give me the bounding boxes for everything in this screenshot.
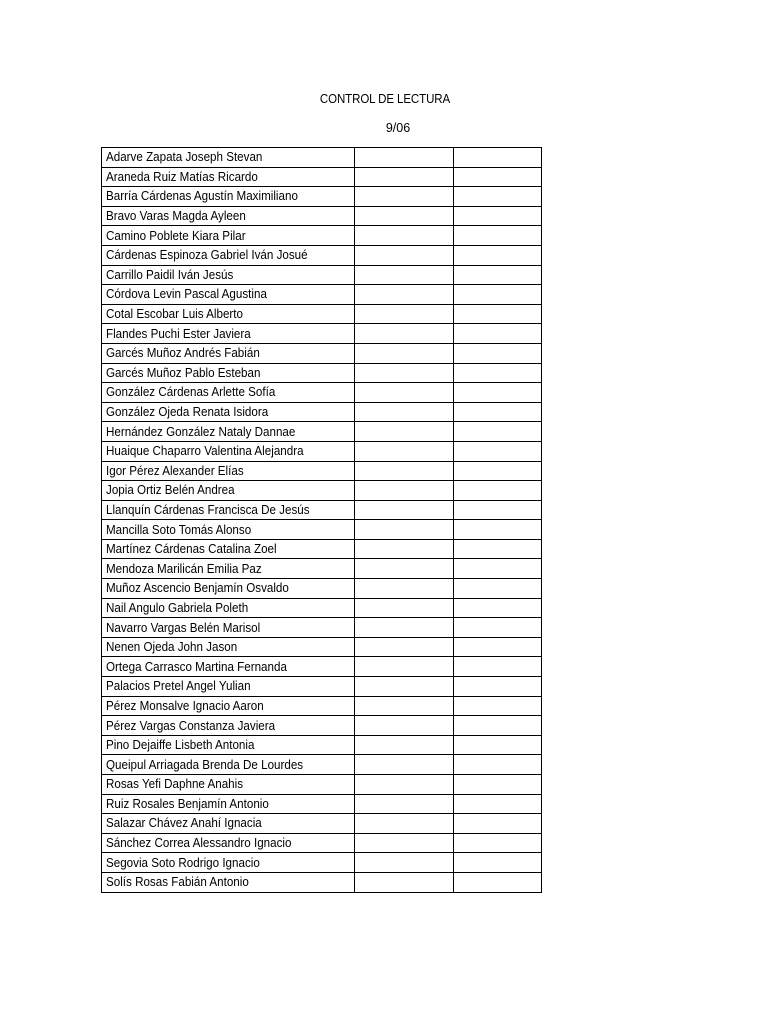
mark-cell-1 bbox=[355, 304, 454, 324]
mark-cell-2 bbox=[454, 226, 542, 246]
student-name: Igor Pérez Alexander Elías bbox=[106, 463, 244, 478]
student-name: Garcés Muñoz Andrés Fabián bbox=[106, 346, 260, 361]
mark-cell-1 bbox=[355, 539, 454, 559]
roster-body bbox=[102, 148, 542, 893]
student-name: Navarro Vargas Belén Marisol bbox=[106, 620, 261, 635]
mark-cell-2 bbox=[454, 285, 542, 305]
table-row bbox=[102, 402, 542, 422]
mark-cell-1 bbox=[355, 716, 454, 736]
mark-cell-2 bbox=[454, 559, 542, 579]
student-name-cell bbox=[102, 324, 355, 344]
student-name-cell bbox=[102, 696, 355, 716]
student-name-cell bbox=[102, 167, 355, 187]
mark-cell-2 bbox=[454, 167, 542, 187]
student-name-cell bbox=[102, 500, 355, 520]
mark-cell-1 bbox=[355, 363, 454, 383]
student-name: Barría Cárdenas Agustín Maximiliano bbox=[106, 189, 298, 204]
student-name: Martínez Cárdenas Catalina Zoel bbox=[106, 542, 277, 557]
mark-cell-1 bbox=[355, 775, 454, 795]
mark-cell-2 bbox=[454, 833, 542, 853]
mark-cell-2 bbox=[454, 481, 542, 501]
mark-cell-2 bbox=[454, 402, 542, 422]
mark-cell-1 bbox=[355, 226, 454, 246]
student-name-cell bbox=[102, 422, 355, 442]
student-name: Adarve Zapata Joseph Stevan bbox=[106, 150, 263, 165]
student-name-cell bbox=[102, 677, 355, 697]
table-row bbox=[102, 285, 542, 305]
student-name: Cotal Escobar Luis Alberto bbox=[106, 307, 244, 322]
mark-cell-2 bbox=[454, 696, 542, 716]
table-row bbox=[102, 461, 542, 481]
student-name: Pérez Vargas Constanza Javiera bbox=[106, 718, 276, 733]
table-row bbox=[102, 304, 542, 324]
mark-cell-2 bbox=[454, 304, 542, 324]
mark-cell-1 bbox=[355, 402, 454, 422]
student-name: Cárdenas Espinoza Gabriel Iván Josué bbox=[106, 248, 308, 263]
student-name-cell bbox=[102, 226, 355, 246]
student-name-cell bbox=[102, 872, 355, 892]
mark-cell-2 bbox=[454, 461, 542, 481]
student-name-cell bbox=[102, 206, 355, 226]
student-name: Salazar Chávez Anahí Ignacia bbox=[106, 816, 262, 831]
student-name-cell bbox=[102, 598, 355, 618]
student-name: Camino Poblete Kiara Pilar bbox=[106, 228, 246, 243]
student-name: Bravo Varas Magda Ayleen bbox=[106, 209, 246, 224]
mark-cell-2 bbox=[454, 539, 542, 559]
mark-cell-2 bbox=[454, 637, 542, 657]
mark-cell-2 bbox=[454, 657, 542, 677]
mark-cell-1 bbox=[355, 618, 454, 638]
student-name-cell bbox=[102, 187, 355, 207]
mark-cell-1 bbox=[355, 167, 454, 187]
page-title: CONTROL DE LECTURA bbox=[319, 92, 451, 106]
student-name: Sánchez Correa Alessandro Ignacio bbox=[106, 836, 292, 851]
mark-cell-2 bbox=[454, 245, 542, 265]
mark-cell-2 bbox=[454, 618, 542, 638]
student-name-cell bbox=[102, 794, 355, 814]
student-name-cell bbox=[102, 775, 355, 795]
mark-cell-1 bbox=[355, 559, 454, 579]
student-name: Carrillo Paidil Iván Jesús bbox=[106, 267, 234, 282]
table-row bbox=[102, 343, 542, 363]
document-date: 9/06 bbox=[385, 121, 411, 135]
mark-cell-1 bbox=[355, 814, 454, 834]
mark-cell-1 bbox=[355, 481, 454, 501]
mark-cell-1 bbox=[355, 383, 454, 403]
mark-cell-1 bbox=[355, 245, 454, 265]
table-row bbox=[102, 735, 542, 755]
student-name: Ruiz Rosales Benjamín Antonio bbox=[106, 796, 269, 811]
table-row bbox=[102, 167, 542, 187]
table-row bbox=[102, 148, 542, 168]
table-row bbox=[102, 657, 542, 677]
table-row bbox=[102, 481, 542, 501]
mark-cell-1 bbox=[355, 735, 454, 755]
student-name-cell bbox=[102, 520, 355, 540]
mark-cell-1 bbox=[355, 755, 454, 775]
mark-cell-1 bbox=[355, 520, 454, 540]
student-name-cell bbox=[102, 755, 355, 775]
mark-cell-1 bbox=[355, 853, 454, 873]
table-row bbox=[102, 441, 542, 461]
mark-cell-1 bbox=[355, 324, 454, 344]
mark-cell-2 bbox=[454, 794, 542, 814]
table-row bbox=[102, 775, 542, 795]
table-row bbox=[102, 794, 542, 814]
student-name: Muñoz Ascencio Benjamín Osvaldo bbox=[106, 581, 289, 596]
mark-cell-1 bbox=[355, 579, 454, 599]
table-row bbox=[102, 872, 542, 892]
mark-cell-1 bbox=[355, 206, 454, 226]
mark-cell-2 bbox=[454, 363, 542, 383]
mark-cell-1 bbox=[355, 422, 454, 442]
mark-cell-2 bbox=[454, 872, 542, 892]
table-row bbox=[102, 814, 542, 834]
mark-cell-1 bbox=[355, 148, 454, 168]
mark-cell-1 bbox=[355, 677, 454, 697]
mark-cell-1 bbox=[355, 285, 454, 305]
student-name-cell bbox=[102, 637, 355, 657]
mark-cell-1 bbox=[355, 500, 454, 520]
table-row bbox=[102, 833, 542, 853]
mark-cell-2 bbox=[454, 520, 542, 540]
student-name-cell bbox=[102, 383, 355, 403]
table-row bbox=[102, 618, 542, 638]
student-name: Mancilla Soto Tomás Alonso bbox=[106, 522, 252, 537]
mark-cell-2 bbox=[454, 500, 542, 520]
student-name-cell bbox=[102, 579, 355, 599]
table-row bbox=[102, 716, 542, 736]
mark-cell-1 bbox=[355, 343, 454, 363]
table-row bbox=[102, 755, 542, 775]
table-row bbox=[102, 500, 542, 520]
student-name-cell bbox=[102, 657, 355, 677]
table-row bbox=[102, 226, 542, 246]
student-name: Huaique Chaparro Valentina Alejandra bbox=[106, 444, 304, 459]
mark-cell-1 bbox=[355, 872, 454, 892]
student-name-cell bbox=[102, 814, 355, 834]
student-name: Queipul Arriagada Brenda De Lourdes bbox=[106, 757, 304, 772]
mark-cell-2 bbox=[454, 187, 542, 207]
mark-cell-2 bbox=[454, 324, 542, 344]
student-name-cell bbox=[102, 461, 355, 481]
mark-cell-1 bbox=[355, 265, 454, 285]
table-row bbox=[102, 598, 542, 618]
student-name: Araneda Ruiz Matías Ricardo bbox=[106, 169, 258, 184]
student-name-cell bbox=[102, 539, 355, 559]
mark-cell-1 bbox=[355, 187, 454, 207]
student-name: Córdova Levin Pascal Agustina bbox=[106, 287, 267, 302]
mark-cell-2 bbox=[454, 206, 542, 226]
table-row bbox=[102, 520, 542, 540]
student-name-cell bbox=[102, 853, 355, 873]
mark-cell-2 bbox=[454, 775, 542, 795]
student-name-cell bbox=[102, 441, 355, 461]
student-name-cell bbox=[102, 265, 355, 285]
student-name-cell bbox=[102, 304, 355, 324]
student-name: Flandes Puchi Ester Javiera bbox=[106, 326, 251, 341]
student-name-cell bbox=[102, 402, 355, 422]
table-row bbox=[102, 383, 542, 403]
student-name: Pérez Monsalve Ignacio Aaron bbox=[106, 698, 264, 713]
student-name-cell bbox=[102, 833, 355, 853]
table-row bbox=[102, 579, 542, 599]
student-name: Llanquín Cárdenas Francisca De Jesús bbox=[106, 502, 310, 517]
table-row bbox=[102, 422, 542, 442]
table-row bbox=[102, 637, 542, 657]
mark-cell-1 bbox=[355, 461, 454, 481]
student-name-cell bbox=[102, 481, 355, 501]
table-row bbox=[102, 363, 542, 383]
student-name-cell bbox=[102, 285, 355, 305]
mark-cell-2 bbox=[454, 383, 542, 403]
student-name: Hernández González Nataly Dannae bbox=[106, 424, 296, 439]
mark-cell-2 bbox=[454, 853, 542, 873]
student-name: Nenen Ojeda John Jason bbox=[106, 640, 238, 655]
table-row bbox=[102, 324, 542, 344]
student-name-cell bbox=[102, 343, 355, 363]
student-name-cell bbox=[102, 559, 355, 579]
mark-cell-2 bbox=[454, 755, 542, 775]
student-name: González Ojeda Renata Isidora bbox=[106, 405, 269, 420]
table-row bbox=[102, 187, 542, 207]
mark-cell-2 bbox=[454, 716, 542, 736]
student-name: Jopia Ortiz Belén Andrea bbox=[106, 483, 235, 498]
table-row bbox=[102, 265, 542, 285]
mark-cell-1 bbox=[355, 441, 454, 461]
mark-cell-1 bbox=[355, 637, 454, 657]
student-name-cell bbox=[102, 618, 355, 638]
mark-cell-2 bbox=[454, 814, 542, 834]
table-row bbox=[102, 696, 542, 716]
mark-cell-1 bbox=[355, 794, 454, 814]
mark-cell-1 bbox=[355, 833, 454, 853]
student-name: González Cárdenas Arlette Sofía bbox=[106, 385, 276, 400]
table-row bbox=[102, 206, 542, 226]
student-name-cell bbox=[102, 735, 355, 755]
mark-cell-1 bbox=[355, 598, 454, 618]
student-name: Nail Angulo Gabriela Poleth bbox=[106, 600, 249, 615]
student-name: Pino Dejaiffe Lisbeth Antonia bbox=[106, 738, 255, 753]
student-name-cell bbox=[102, 148, 355, 168]
table-row bbox=[102, 853, 542, 873]
mark-cell-2 bbox=[454, 422, 542, 442]
student-name-cell bbox=[102, 363, 355, 383]
mark-cell-2 bbox=[454, 343, 542, 363]
student-name: Garcés Muñoz Pablo Esteban bbox=[106, 365, 261, 380]
mark-cell-2 bbox=[454, 265, 542, 285]
student-name-cell bbox=[102, 716, 355, 736]
mark-cell-2 bbox=[454, 148, 542, 168]
mark-cell-1 bbox=[355, 657, 454, 677]
student-name: Mendoza Marilicán Emilia Paz bbox=[106, 561, 262, 576]
student-roster-table bbox=[101, 147, 542, 893]
mark-cell-1 bbox=[355, 696, 454, 716]
student-name: Segovia Soto Rodrigo Ignacio bbox=[106, 855, 260, 870]
student-name: Rosas Yefi Daphne Anahis bbox=[106, 777, 244, 792]
table-row bbox=[102, 539, 542, 559]
table-row bbox=[102, 245, 542, 265]
student-name: Palacios Pretel Angel Yulian bbox=[106, 679, 251, 694]
mark-cell-2 bbox=[454, 579, 542, 599]
mark-cell-2 bbox=[454, 735, 542, 755]
student-name-cell bbox=[102, 245, 355, 265]
table-row bbox=[102, 559, 542, 579]
mark-cell-2 bbox=[454, 441, 542, 461]
mark-cell-2 bbox=[454, 677, 542, 697]
student-name: Ortega Carrasco Martina Fernanda bbox=[106, 659, 287, 674]
table-row bbox=[102, 677, 542, 697]
student-name: Solís Rosas Fabián Antonio bbox=[106, 875, 249, 890]
mark-cell-2 bbox=[454, 598, 542, 618]
